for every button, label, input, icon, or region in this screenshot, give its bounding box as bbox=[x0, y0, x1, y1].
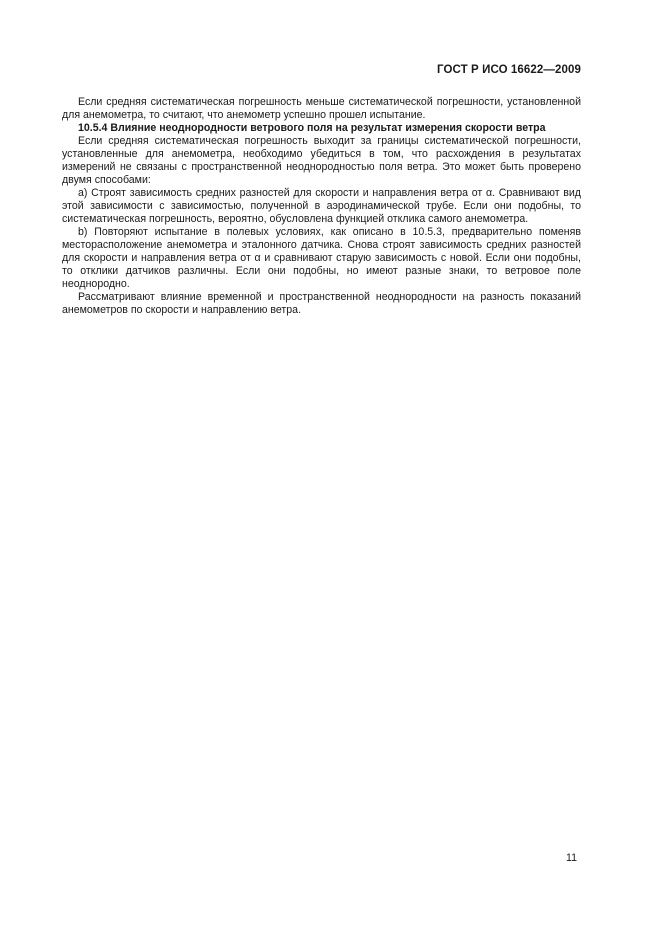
page-number: 11 bbox=[566, 852, 577, 864]
document-body bbox=[62, 96, 581, 317]
paragraph-1: Если средняя систематическая погрешность выходит за границы систематической погрешности, установленные для анемометра, необходимо убедиться в том, что расхождения в результатах измерений не связаны с пространственной неоднородностью поля ветра. Это может быть проверено двумя способами: bbox=[62, 135, 581, 186]
section-heading-10-5-4: 10.5.4 Влияние неоднородности ветрового поля на результат измерения скорости ветра bbox=[78, 122, 546, 134]
paragraph-method-b: b) Повторяют испытание в полевых условиях, как описано в 10.5.3, предварительно поменяв месторасположение анемометра и эталонного датчика. Снова строят зависимость средних разностей для скорости и направления ветра от α и сравнивают старую зависимость с новой. Если они подобны, то отклики датчиков различны. Если они подобны, но имеют разные знаки, то ветровое поле неоднородно. bbox=[62, 226, 581, 290]
paragraph-method-a: a) Строят зависимость средних разностей для скорости и направления ветра от α. Сравнивают вид этой зависимости с зависимостью, полученной в аэродинамической трубе. Если они подобны, то систематическая погрешность, вероятно, обусловлена функцией отклика самого анемометра. bbox=[62, 187, 581, 225]
page-header-standard-code: ГОСТ Р ИСО 16622—2009 bbox=[436, 64, 581, 76]
paragraph-intro: Если средняя систематическая погрешность меньше систематической погрешности, установленной для анемометра, то считают, что анемометр успешно прошел испытание. bbox=[62, 96, 581, 121]
paragraph-final: Рассматривают влияние временной и пространственной неоднородности на разность показаний анемометров по скорости и направлению ветра. bbox=[62, 291, 581, 316]
